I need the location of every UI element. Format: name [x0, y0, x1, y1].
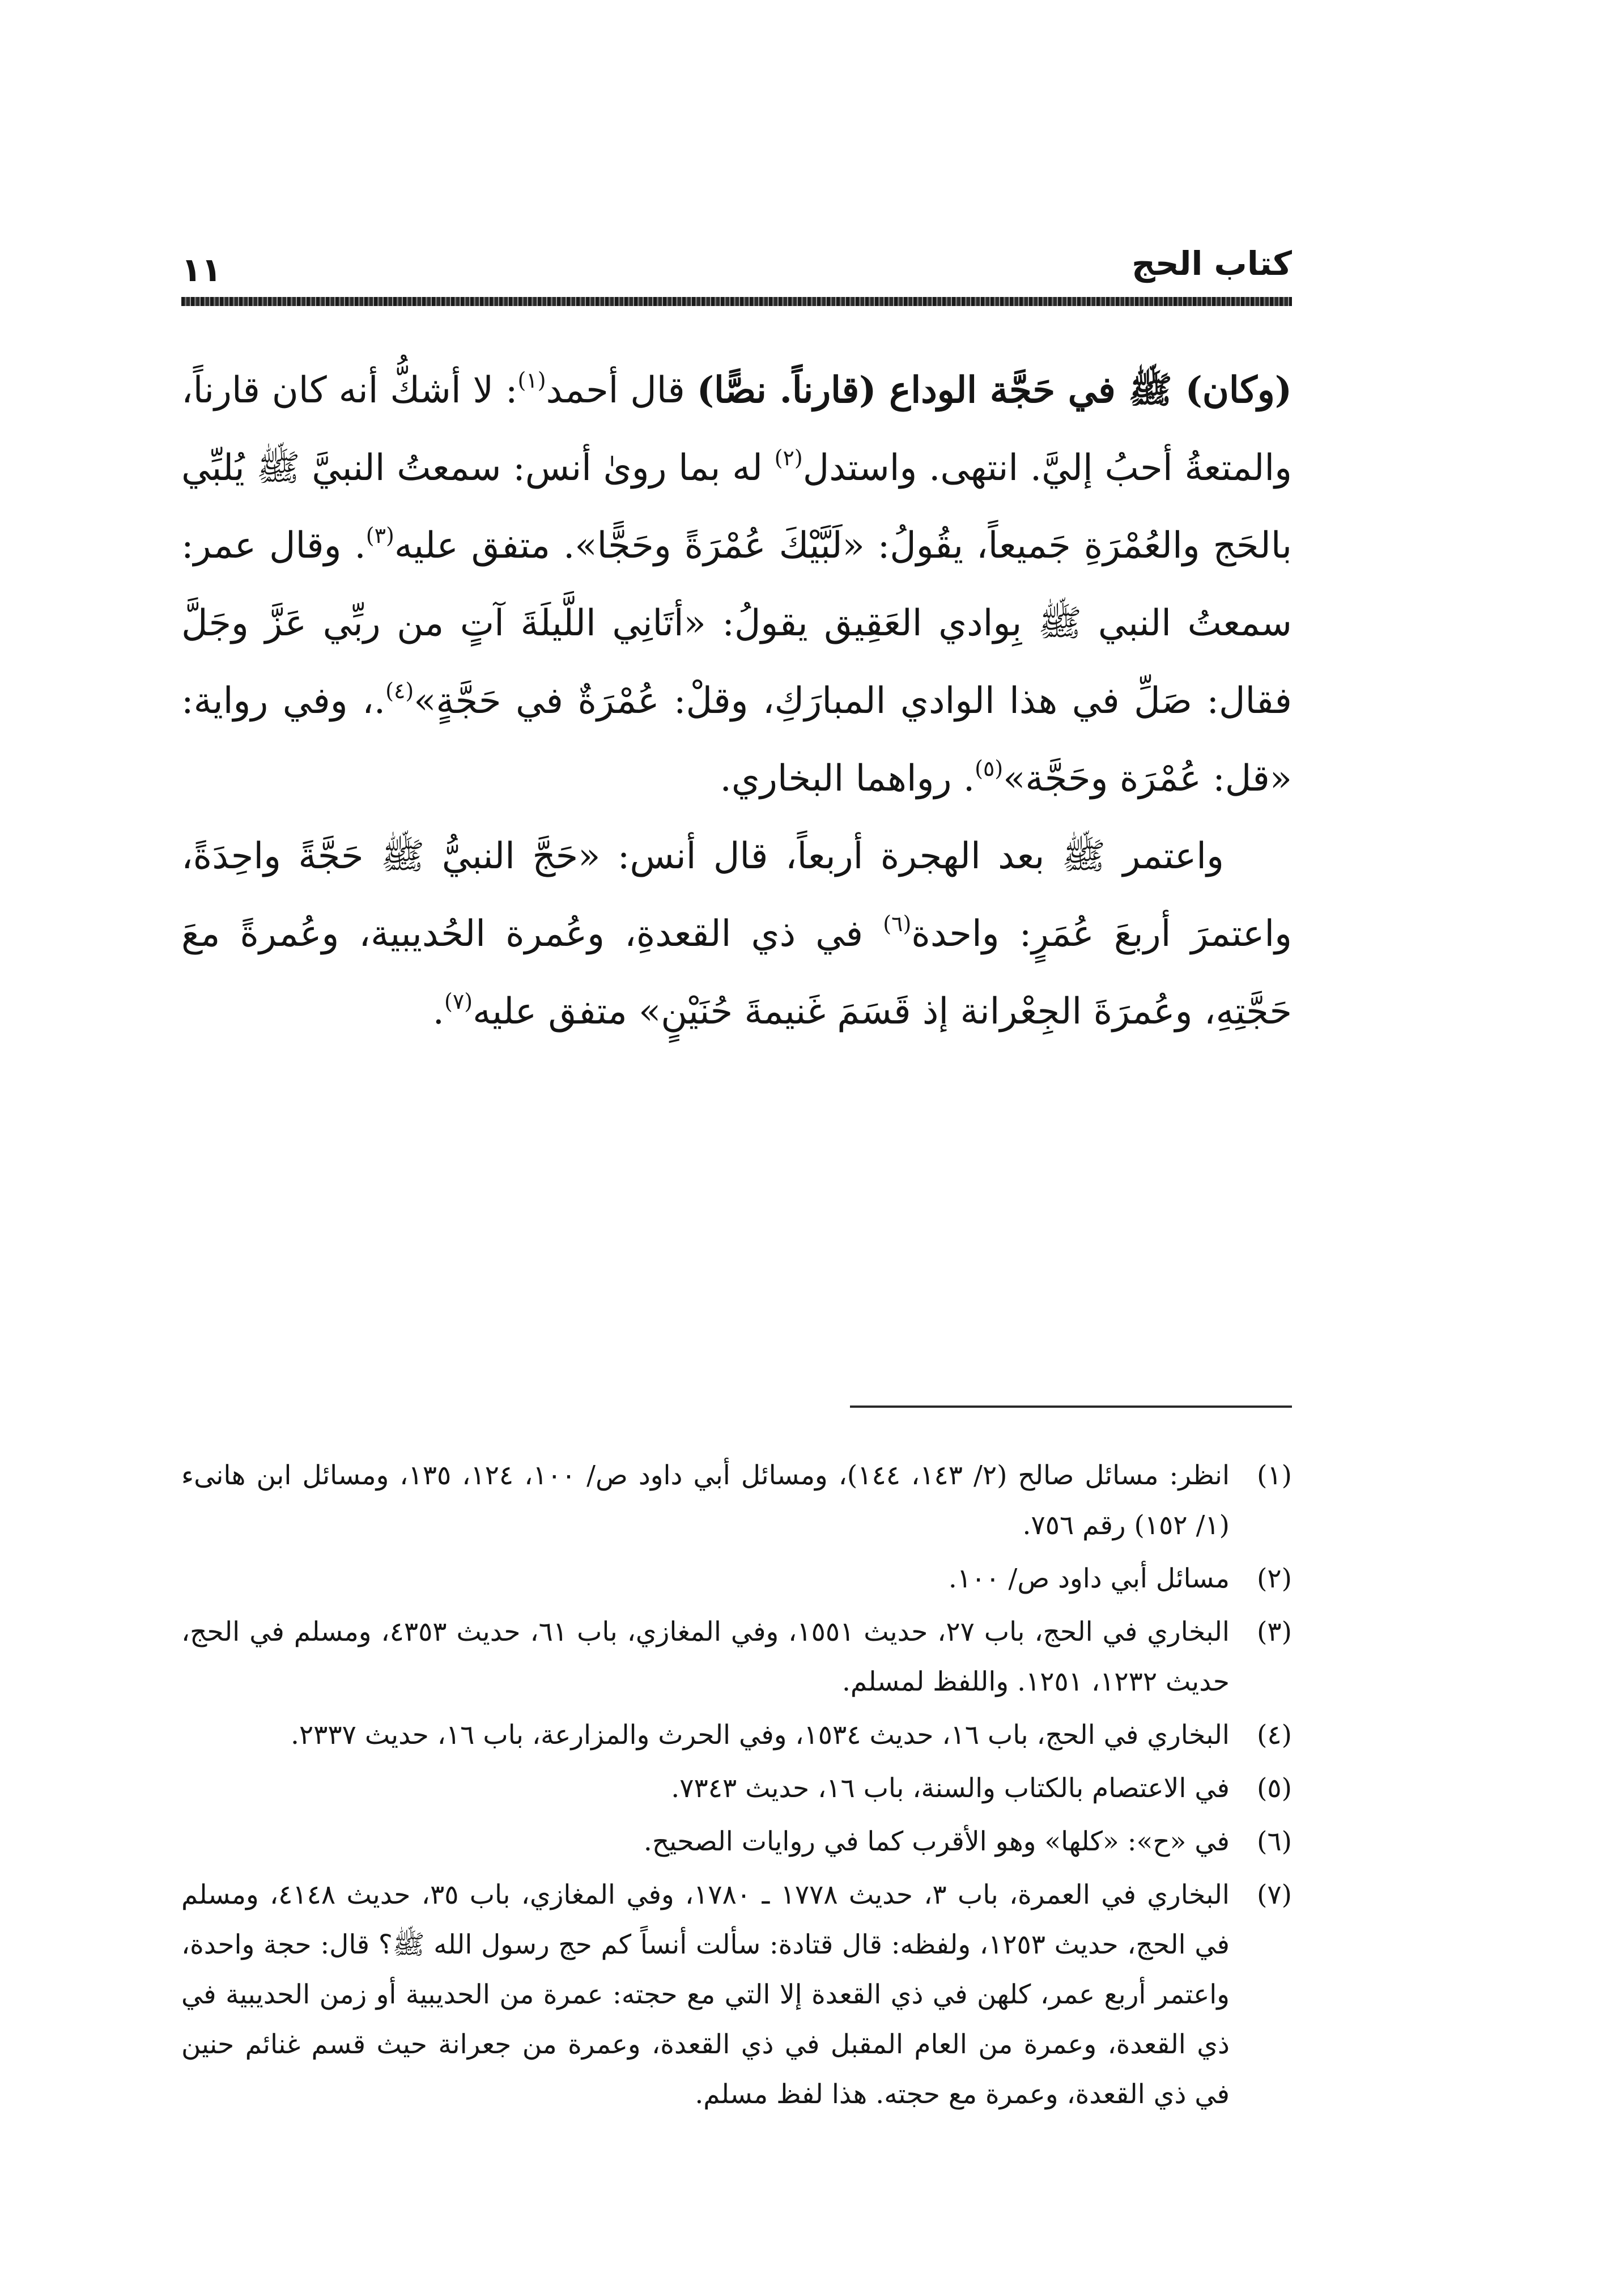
footnote-number: (٧)	[1257, 1879, 1292, 1910]
footnote-6	[181, 1817, 1292, 1867]
footnote-ref-7[interactable]: (٧)	[444, 989, 473, 1014]
footnotes	[181, 1451, 1292, 2123]
footnote-2	[181, 1554, 1292, 1604]
page-header	[181, 238, 1292, 300]
text-run: . وقال عمر: سمعتُ النبي ﷺ بِوادي العَقِيق يقولُ: «أتَانِي اللَّيلَةَ آتٍ من ربِّي عَزَّ وجَلَّ فقال: صَلِّ في هذا الوادي المبارَكِ، وقلْ: عُمْرَةٌ في حَجَّةٍ»	[181, 525, 1293, 722]
text-run: له بما روىٰ أنس: سمعتُ النبيَّ ﷺ يُلبِّي بالحَج والعُمْرَةِ جَميعاً، يقُولُ: «لَبَّيْكَ عُمْرَةً وحَجًّا». متفق عليه	[181, 447, 1293, 567]
footnote-text: مسائل أبي داود ص/ ١٠٠.	[948, 1563, 1230, 1594]
footnote-4	[181, 1710, 1292, 1760]
footnote-ref-4[interactable]: (٤)	[385, 678, 414, 703]
text-run: .، وفي رواية: «قل: عُمْرَة وحَجَّة»	[181, 680, 1292, 800]
footnote-text: البخاري في العمرة، باب ٣، حديث ١٧٧٨ ـ ١٧٨٠، وفي المغازي، باب ٣٥، حديث ٤١٤٨، ومسلم في الحج، حديث ١٢٥٣، ولفظه: قال قتادة: سألت أنساً كم حج رسول الله ﷺ؟ قال: حجة واحدة، واعتمر أربع عمر، كلهن في ذي القعدة إلا التي مع حجته: عمرة من الحديبية أو زمن الحديبية في ذي القعدة، وعمرة من العام المقبل في ذي القعدة، وعمرة من جعرانة حيث قسم غنائم حنين في ذي القعدة، وعمرة مع حجته. هذا لفظ مسلم.	[181, 1879, 1230, 2110]
main-text	[181, 351, 1292, 1051]
footnote-text: في «ح»: «كلها» وهو الأقرب كما في روايات الصحيح.	[643, 1826, 1230, 1857]
text-run: قال أحمد	[546, 370, 697, 411]
footnote-7	[181, 1870, 1292, 2120]
footnote-ref-3[interactable]: (٣)	[365, 523, 394, 548]
text-run: .	[432, 991, 445, 1033]
book-page	[181, 238, 1292, 2131]
running-title: كتاب الحج	[1132, 244, 1292, 283]
text-run: : لا أشكُّ أنه كان قارناً، والمتعةُ أحبُ إليَّ. انتهى. واستدل	[181, 370, 1292, 489]
footnote-ref-1[interactable]: (١)	[517, 368, 546, 393]
footnote-number: (٤)	[1257, 1719, 1292, 1751]
footnote-ref-6[interactable]: (٦)	[883, 911, 912, 936]
footnote-number: (١)	[1257, 1460, 1292, 1491]
paragraph-1	[181, 351, 1292, 818]
footnote-number: (٣)	[1257, 1616, 1292, 1647]
footnote-5	[181, 1764, 1292, 1814]
page-number: ١١	[181, 250, 222, 289]
footnote-text: في الاعتصام بالكتاب والسنة، باب ١٦، حديث ٧٣٤٣.	[671, 1773, 1230, 1804]
footnote-number: (٢)	[1257, 1563, 1292, 1594]
footnote-1	[181, 1451, 1292, 1551]
text-run: . رواهما البخاري.	[720, 758, 975, 800]
footnote-number: (٥)	[1257, 1773, 1292, 1804]
footnote-ref-2[interactable]: (٢)	[774, 445, 803, 470]
footnote-text: البخاري في الحج، باب ٢٧، حديث ١٥٥١، وفي المغازي، باب ٦١، حديث ٤٣٥٣، ومسلم في الحج، حديث ١٢٣٢، ١٢٥١. واللفظ لمسلم.	[181, 1616, 1230, 1697]
text-run: (وكان) ﷺ في حَجَّة الوداع (قارناً. نصًّا)	[696, 369, 1293, 411]
footnote-text: البخاري في الحج، باب ١٦، حديث ١٥٣٤، وفي الحرث والمزارعة، باب ١٦، حديث ٢٣٣٧.	[290, 1719, 1230, 1751]
text-run: واعتمر ﷺ بعد الهجرة أربعاً، قال أنس: «حَجَّ النبيُّ ﷺ حَجَّةً واحِدَةً، واعتمرَ أربعَ عُمَرٍ: واحدة	[181, 835, 1293, 955]
footnote-number: (٦)	[1257, 1826, 1292, 1857]
footnote-ref-5[interactable]: (٥)	[975, 756, 1004, 781]
paragraph-2	[181, 818, 1292, 1051]
footnote-3	[181, 1607, 1292, 1707]
footnote-divider	[850, 1405, 1292, 1408]
footnote-text: انظر: مسائل صالح (٢/ ١٤٣، ١٤٤)، ومسائل أبي داود ص/ ١٠٠، ١٢٤، ١٣٥، ومسائل ابن هانىء (١/ ١٥٢) رقم ٧٥٦.	[181, 1460, 1230, 1541]
text-run: في ذي القعدةِ، وعُمرة الحُديبية، وعُمرةً معَ حَجَّتِهِ، وعُمرَةَ الجِعْرانة إذ قَسَمَ غَنيمةَ حُنَيْنٍ» متفق عليه	[181, 913, 1292, 1033]
header-rule	[181, 297, 1292, 306]
